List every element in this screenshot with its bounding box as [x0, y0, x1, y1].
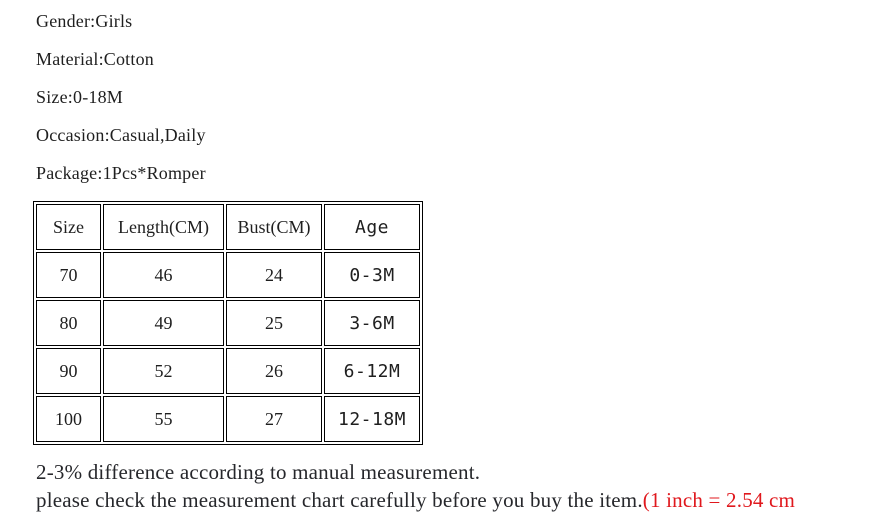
table-cell-length: 52: [103, 348, 224, 394]
table-cell-bust: 24: [226, 252, 322, 298]
attribute-size: Size:0-18M: [36, 87, 123, 107]
table-row: [36, 300, 420, 346]
table-cell-length: 55: [103, 396, 224, 442]
note-check-chart-text: please check the measurement chart carefully before you buy the item.: [36, 488, 643, 512]
table-cell-age: 0-3M: [324, 252, 420, 298]
size-chart-table: [33, 201, 423, 445]
table-cell-size: 100: [36, 396, 101, 442]
table-cell-size: 80: [36, 300, 101, 346]
table-cell-bust: 27: [226, 396, 322, 442]
column-header-bust: Bust(CM): [226, 204, 322, 250]
table-cell-bust: 25: [226, 300, 322, 346]
table-row: [36, 396, 420, 442]
table-cell-length: 46: [103, 252, 224, 298]
table-row: [36, 348, 420, 394]
note-measurement-difference: 2-3% difference according to manual measurement.: [36, 460, 481, 484]
table-cell-size: 70: [36, 252, 101, 298]
inch-conversion-note: (1 inch = 2.54 cm: [642, 488, 796, 512]
column-header-age: Age: [324, 204, 420, 250]
attribute-package: Package:1Pcs*Romper: [36, 163, 206, 183]
table-cell-size: 90: [36, 348, 101, 394]
attribute-material: Material:Cotton: [36, 49, 154, 69]
table-row: [36, 252, 420, 298]
attribute-occasion: Occasion:Casual,Daily: [36, 125, 206, 145]
measurement-notes: [36, 458, 887, 514]
table-cell-length: 49: [103, 300, 224, 346]
table-header-row: [36, 204, 420, 250]
attribute-gender: Gender:Girls: [36, 11, 133, 31]
column-header-size: Size: [36, 204, 101, 250]
table-cell-bust: 26: [226, 348, 322, 394]
column-header-length: Length(CM): [103, 204, 224, 250]
table-cell-age: 12-18M: [324, 396, 420, 442]
table-cell-age: 6-12M: [324, 348, 420, 394]
table-cell-age: 3-6M: [324, 300, 420, 346]
note-check-chart: [36, 486, 887, 514]
